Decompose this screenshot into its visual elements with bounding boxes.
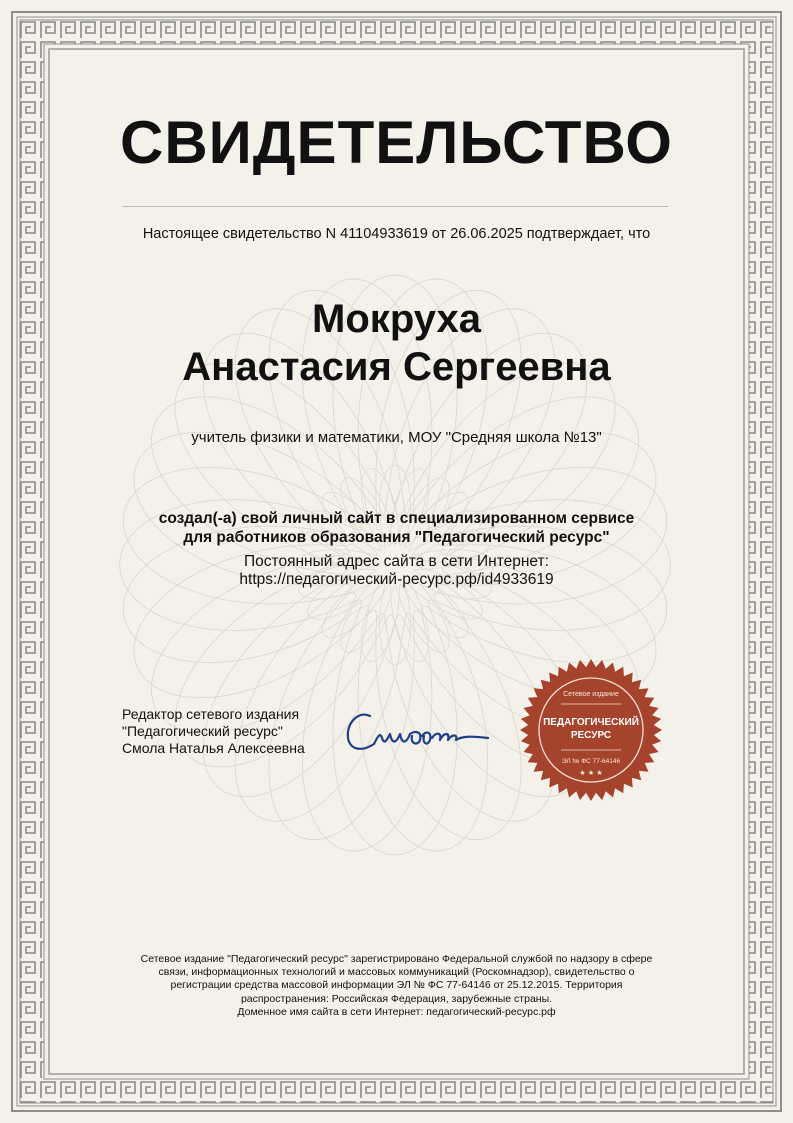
editor-signature-block — [122, 706, 305, 757]
seal-registration: ЭЛ № ФС 77-64146 — [561, 758, 621, 765]
seal-name-line-2: РЕСУРС — [570, 730, 612, 741]
editor-line-1: Редактор сетевого издания — [122, 706, 300, 722]
footer-line-5: Доменное имя сайта в сети Интернет: педагогический-ресурс.рф — [237, 1005, 556, 1018]
site-address-label: Постоянный адрес сайта в сети Интернет: — [244, 553, 549, 570]
achievement-line-2: для работников образования "Педагогический ресурс" — [183, 529, 610, 546]
publisher-seal — [519, 658, 663, 802]
seal-name-line-1: ПЕДАГОГИЧЕСКИЙ — [543, 717, 639, 728]
footer-line-4: распространения: Российская Федерация, зарубежные страны. — [240, 992, 553, 1005]
footer-line-3: регистрации средства массовой информации ЭЛ № ФС 77-64146 от 25.12.2015. Территория — [170, 979, 623, 992]
recipient-position: учитель физики и математики, МОУ "Средняя школа №13" — [191, 429, 602, 446]
footer-line-1: Сетевое издание "Педагогический ресурс" зарегистрировано Федеральной службой по надзору в сфере — [140, 953, 653, 965]
recipient-name — [0, 295, 793, 391]
certificate-number-line: Настоящее свидетельство N 41104933619 от 26.06.2025 подтверждает, что — [142, 226, 651, 242]
recipient-surname: Мокруха — [312, 297, 481, 341]
seal-top-text: Сетевое издание — [563, 691, 619, 698]
recipient-given-names: Анастасия Сергеевна — [182, 345, 611, 389]
footer-line-2: связи, информационных технологий и массовых коммуникаций (Роскомнадзор), свидетельство о — [158, 966, 635, 979]
title-divider — [122, 206, 668, 207]
editor-line-2: "Педагогический ресурс" — [122, 723, 283, 739]
editor-signature — [340, 702, 500, 762]
site-address-url: https://педагогический-ресурс.рф/id4933619 — [239, 571, 554, 588]
registration-footer — [120, 953, 673, 1019]
seal-stars: ★ ★ ★ — [579, 769, 603, 777]
certificate-title: СВИДЕТЕЛЬСТВО — [120, 109, 673, 176]
achievement-statement — [0, 509, 793, 547]
editor-name: Смола Наталья Алексеевна — [122, 740, 305, 756]
achievement-line-1: создал(-а) свой личный сайт в специализированном сервисе — [158, 510, 635, 527]
